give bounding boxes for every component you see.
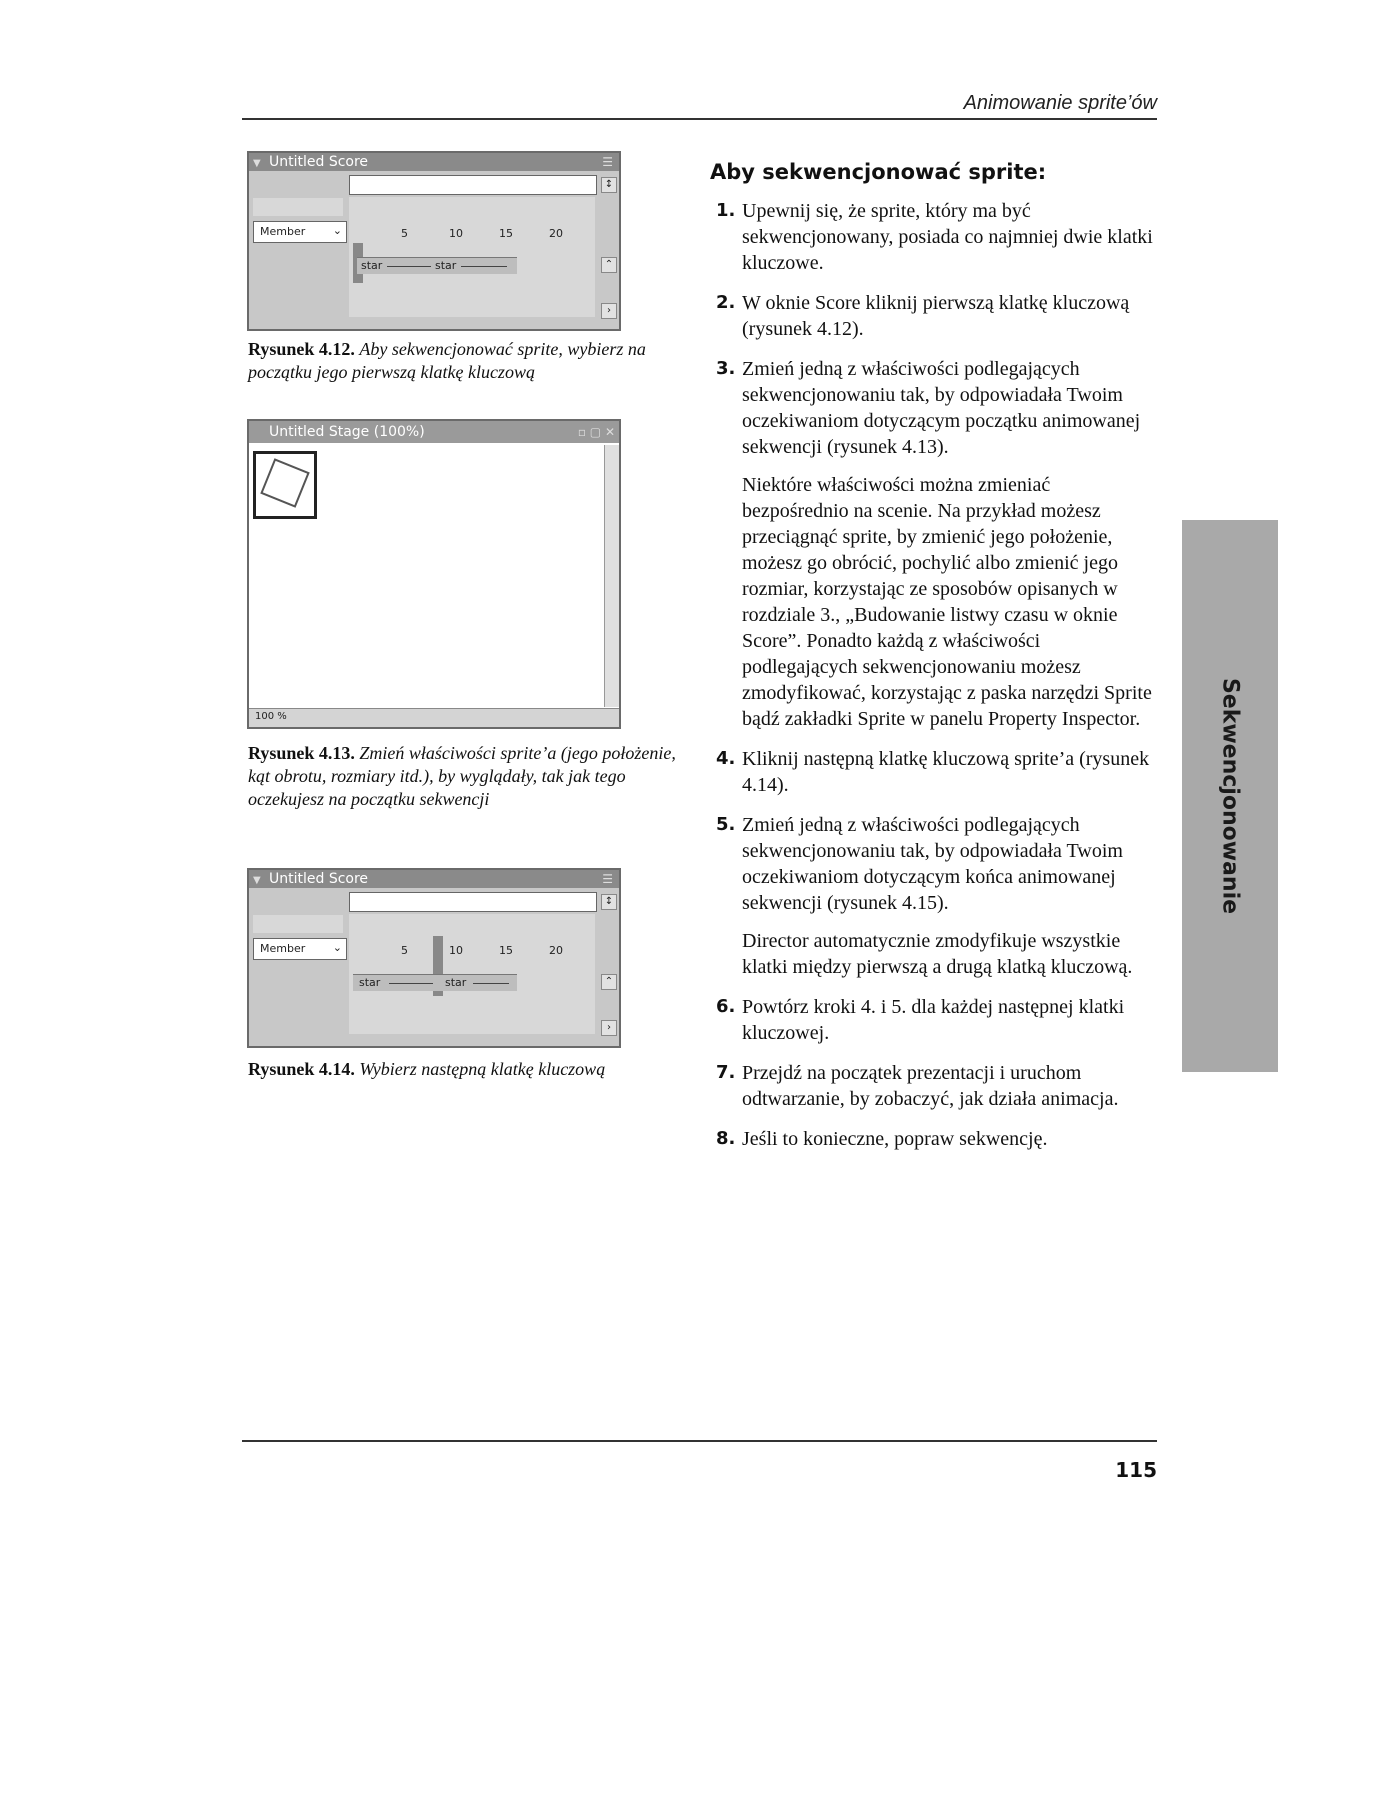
sprite-label: star bbox=[435, 259, 457, 272]
caption-text: Wybierz następną klatkę kluczową bbox=[359, 1059, 606, 1079]
script-field bbox=[349, 892, 597, 912]
step-text: Powtórz kroki 4. i 5. dla każdej następnej klatki kluczowej. bbox=[742, 996, 1125, 1044]
scroll-right-icon: › bbox=[601, 1020, 617, 1036]
list-item bbox=[716, 290, 1156, 342]
frame-number: 20 bbox=[549, 227, 563, 240]
step-text: W oknie Score kliknij pierwszą klatkę kluczową (rysunek 4.12). bbox=[742, 292, 1130, 340]
step-number: 8. bbox=[716, 1128, 736, 1149]
step-text: Zmień jedną z właściwości podlegających sekwencjonowaniu tak, by odpowiadała Twoim oczekiwaniom dotyczącym końca animowanej sekwencji (rysunek 4.15). bbox=[742, 814, 1123, 914]
frame-number: 5 bbox=[401, 227, 408, 240]
score-window-title: Untitled Score bbox=[269, 871, 369, 887]
scroll-right-icon: › bbox=[601, 303, 617, 319]
step-number: 4. bbox=[716, 748, 736, 769]
chapter-side-tab bbox=[1182, 520, 1278, 1072]
stage-scrollbar bbox=[604, 445, 619, 707]
step-text: Upewnij się, że sprite, który ma być sekwencjonowany, posiada co najmniej dwie klatki kluczowe. bbox=[742, 200, 1153, 274]
score-window-titlebar bbox=[249, 153, 619, 171]
menu-icon: ☰ bbox=[602, 872, 613, 886]
header-rule bbox=[242, 118, 1157, 120]
step-note: Niektóre właściwości można zmieniać bezpośrednio na scenie. Na przykład możesz przeciągnąć sprite, by zmienić jego położenie, możesz go obrócić, pochylić albo zmienić jego rozmiar, korzystając ze sposobów opisanych w rozdziale 3., „Budowanie listwy czasu w oknie Score”. Ponadto każdą z właściwości podlegających sekwencjonowaniu możesz zmodyfikować, korzystając z paska narzędzi Sprite bądź zakładki Sprite w panelu Property Inspector. bbox=[742, 474, 1152, 730]
sprite-span bbox=[353, 974, 517, 991]
channel-select bbox=[253, 221, 347, 243]
scroll-up-icon: ↕ bbox=[601, 177, 617, 193]
toolbar-strip bbox=[253, 915, 343, 933]
list-item bbox=[716, 994, 1156, 1046]
section-title: Aby sekwencjonować sprite: bbox=[710, 160, 1047, 184]
step-note: Director automatycznie zmodyfikuje wszystkie klatki między pierwszą a drugą klatką kluczową. bbox=[742, 930, 1133, 978]
channel-label: Member bbox=[260, 225, 306, 238]
frame-number: 20 bbox=[549, 944, 563, 957]
step-number: 2. bbox=[716, 292, 736, 313]
frame-number: 15 bbox=[499, 227, 513, 240]
sprite-span bbox=[357, 257, 517, 274]
channel-label: Member bbox=[260, 942, 306, 955]
footer-rule bbox=[242, 1440, 1157, 1442]
stage-window bbox=[247, 419, 621, 729]
frame-number: 10 bbox=[449, 227, 463, 240]
running-header: Animowanie sprite’ów bbox=[963, 92, 1157, 114]
scroll-up-icon: ⌃ bbox=[601, 257, 617, 273]
step-number: 5. bbox=[716, 814, 736, 835]
scroll-up-icon: ↕ bbox=[601, 894, 617, 910]
sprite-on-stage bbox=[253, 451, 317, 519]
zoom-label: 100 % bbox=[255, 711, 287, 722]
sprite-label: star bbox=[445, 976, 467, 989]
list-item bbox=[716, 746, 1156, 798]
chevron-down-icon: ⌄ bbox=[332, 941, 342, 954]
scroll-up-icon: ⌃ bbox=[601, 974, 617, 990]
score-grid bbox=[349, 914, 595, 1034]
list-item bbox=[716, 1060, 1156, 1112]
stage-window-title: Untitled Stage (100%) bbox=[269, 424, 425, 440]
caption-label: Rysunek 4.13. bbox=[248, 743, 355, 763]
script-field bbox=[349, 175, 597, 195]
channel-select bbox=[253, 938, 347, 960]
stage-window-titlebar bbox=[249, 421, 619, 443]
caption-text: Zmień właściwości sprite’a (jego położenie, kąt obrotu, rozmiary itd.), by wyglądały, tak jak tego oczekujesz na początku sekwencji bbox=[248, 743, 676, 809]
list-item bbox=[716, 198, 1156, 276]
step-text: Zmień jedną z właściwości podlegających sekwencjonowaniu tak, by odpowiadała Twoim oczekiwaniom dotyczącym początku animowanej sekwencji (rysunek 4.13). bbox=[742, 358, 1141, 458]
toolbar-strip bbox=[253, 198, 343, 216]
step-text: Przejdź na początek prezentacji i uruchom odtwarzanie, by zobaczyć, jak działa animacja. bbox=[742, 1062, 1119, 1110]
caption-label: Rysunek 4.12. bbox=[248, 339, 355, 359]
step-text: Jeśli to konieczne, popraw sekwencję. bbox=[742, 1128, 1048, 1150]
step-number: 1. bbox=[716, 200, 736, 221]
list-item bbox=[716, 812, 1156, 916]
score-window-titlebar bbox=[249, 870, 619, 888]
stage-statusbar bbox=[249, 708, 619, 727]
score-window-2 bbox=[247, 868, 621, 1048]
chevron-down-icon: ⌄ bbox=[332, 224, 342, 237]
frame-number: 5 bbox=[401, 944, 408, 957]
page-number: 115 bbox=[1115, 1458, 1157, 1482]
grip-icon: ▼ bbox=[253, 875, 261, 886]
sprite-label: star bbox=[361, 259, 383, 272]
figure-caption-4-14 bbox=[248, 1058, 678, 1081]
star-icon bbox=[260, 458, 309, 507]
steps-list bbox=[716, 198, 1156, 1166]
figure-caption-4-13 bbox=[248, 742, 678, 811]
step-number: 3. bbox=[716, 358, 736, 379]
list-item bbox=[716, 1126, 1156, 1152]
menu-icon: ☰ bbox=[602, 155, 613, 169]
score-window-title: Untitled Score bbox=[269, 154, 369, 170]
sprite-label: star bbox=[359, 976, 381, 989]
close-icon: ▫ ▢ ✕ bbox=[577, 425, 615, 439]
score-window-1 bbox=[247, 151, 621, 331]
figure-caption-4-12 bbox=[248, 338, 678, 384]
frame-number: 15 bbox=[499, 944, 513, 957]
side-tab-label: Sekwencjonowanie bbox=[1217, 677, 1243, 915]
frame-number: 10 bbox=[449, 944, 463, 957]
list-item bbox=[716, 356, 1156, 460]
score-grid bbox=[349, 197, 595, 317]
caption-text: Aby sekwencjonować sprite, wybierz na początku jego pierwszą klatkę kluczową bbox=[248, 339, 646, 382]
step-number: 7. bbox=[716, 1062, 736, 1083]
step-number: 6. bbox=[716, 996, 736, 1017]
grip-icon: ▼ bbox=[253, 158, 261, 169]
caption-label: Rysunek 4.14. bbox=[248, 1059, 355, 1079]
step-text: Kliknij następną klatkę kluczową sprite’a (rysunek 4.14). bbox=[742, 748, 1150, 796]
